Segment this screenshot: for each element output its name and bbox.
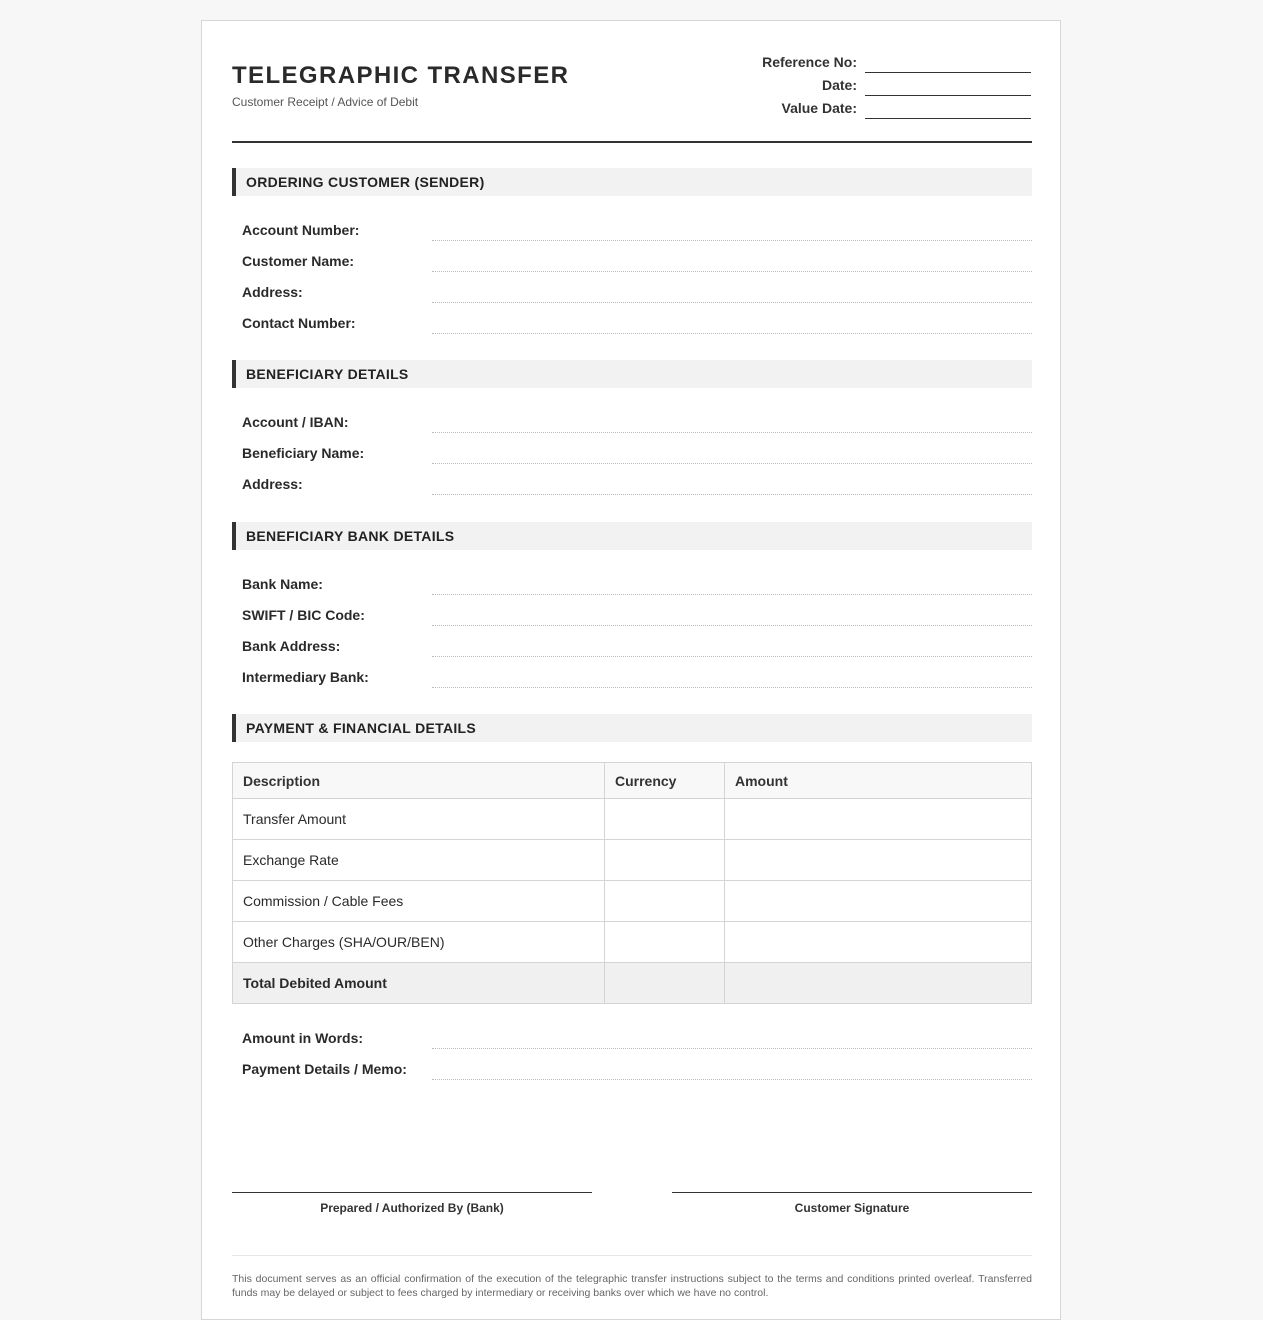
total-amount-cell[interactable] — [725, 963, 1032, 1004]
section-ordering-customer: ORDERING CUSTOMER (SENDER) — [232, 168, 1032, 196]
document-subtitle: Customer Receipt / Advice of Debit — [232, 95, 419, 109]
field-bank-name[interactable] — [232, 572, 1032, 603]
field-label: Address: — [242, 476, 303, 492]
field-label: Customer Name: — [242, 253, 355, 269]
total-description: Total Debited Amount — [233, 963, 605, 1004]
date-row — [657, 76, 1031, 96]
row-description: Exchange Rate — [233, 840, 605, 881]
row-description: Other Charges (SHA/OUR/BEN) — [233, 922, 605, 963]
total-row — [233, 963, 1032, 1004]
field-customer-address[interactable] — [232, 280, 1032, 311]
date-label: Date: — [821, 77, 857, 93]
field-input-line[interactable] — [432, 271, 1032, 272]
field-input-line[interactable] — [432, 1079, 1032, 1080]
field-input-line[interactable] — [432, 656, 1032, 657]
field-label: Address: — [242, 284, 303, 300]
field-input-line[interactable] — [432, 594, 1032, 595]
field-label: Bank Name: — [242, 576, 323, 592]
table-row — [233, 799, 1032, 840]
section-beneficiary-bank: BENEFICIARY BANK DETAILS — [232, 522, 1032, 550]
field-intermediary-bank[interactable] — [232, 665, 1032, 696]
column-header-description: Description — [233, 763, 605, 799]
field-label: Payment Details / Memo: — [242, 1061, 407, 1077]
value-date-label: Value Date: — [781, 100, 857, 116]
reference-no-field[interactable] — [865, 52, 1031, 73]
date-field[interactable] — [865, 75, 1031, 96]
field-input-line[interactable] — [432, 625, 1032, 626]
field-input-line[interactable] — [432, 302, 1032, 303]
reference-no-row — [657, 53, 1031, 73]
field-beneficiary-name[interactable] — [232, 441, 1032, 472]
field-input-line[interactable] — [432, 494, 1032, 495]
customer-signature-label: Customer Signature — [794, 1201, 910, 1215]
field-input-line[interactable] — [432, 463, 1032, 464]
bank-signature-line[interactable] — [232, 1192, 592, 1193]
row-amount-cell[interactable] — [725, 922, 1032, 963]
section-beneficiary-details: BENEFICIARY DETAILS — [232, 360, 1032, 388]
field-payment-memo[interactable] — [232, 1057, 1032, 1088]
document-title: TELEGRAPHIC TRANSFER — [232, 62, 570, 89]
field-label: Account Number: — [242, 222, 360, 238]
row-currency-cell[interactable] — [605, 840, 725, 881]
field-input-line[interactable] — [432, 1048, 1032, 1049]
value-date-field[interactable] — [865, 98, 1031, 119]
field-customer-name[interactable] — [232, 249, 1032, 280]
financial-details-table — [232, 762, 1032, 1004]
field-input-line[interactable] — [432, 432, 1032, 433]
disclaimer-text: This document serves as an official confirmation of the execution of the telegraphic transfer instructions subject to the terms and conditions printed overleaf. Transferred funds may be delayed or subject to fees charged by intermediary or receiving banks over which we have no control. — [232, 1273, 1032, 1299]
column-header-currency: Currency — [605, 763, 725, 799]
table-row — [233, 922, 1032, 963]
field-label: Account / IBAN: — [242, 414, 349, 430]
field-account-number[interactable] — [232, 218, 1032, 249]
document-page — [201, 20, 1061, 1320]
footer-divider — [232, 1255, 1032, 1256]
field-label: Bank Address: — [242, 638, 341, 654]
table-header-row — [233, 763, 1032, 799]
field-account-iban[interactable] — [232, 410, 1032, 441]
row-currency-cell[interactable] — [605, 922, 725, 963]
row-amount-cell[interactable] — [725, 799, 1032, 840]
row-description: Transfer Amount — [233, 799, 605, 840]
field-swift-bic[interactable] — [232, 603, 1032, 634]
row-currency-cell[interactable] — [605, 799, 725, 840]
column-header-amount: Amount — [725, 763, 1032, 799]
field-amount-in-words[interactable] — [232, 1026, 1032, 1057]
field-bank-address[interactable] — [232, 634, 1032, 665]
total-currency-cell[interactable] — [605, 963, 725, 1004]
table-row — [233, 840, 1032, 881]
customer-signature-line[interactable] — [672, 1192, 1032, 1193]
row-currency-cell[interactable] — [605, 881, 725, 922]
row-amount-cell[interactable] — [725, 881, 1032, 922]
field-input-line[interactable] — [432, 687, 1032, 688]
field-label: Beneficiary Name: — [242, 445, 365, 461]
field-label: Contact Number: — [242, 315, 356, 331]
header-divider — [232, 141, 1032, 143]
table-row — [233, 881, 1032, 922]
bank-signature-label: Prepared / Authorized By (Bank) — [320, 1201, 504, 1215]
row-amount-cell[interactable] — [725, 840, 1032, 881]
field-label: Amount in Words: — [242, 1030, 364, 1046]
field-beneficiary-address[interactable] — [232, 472, 1032, 503]
row-description: Commission / Cable Fees — [233, 881, 605, 922]
value-date-row — [657, 99, 1031, 119]
field-label: Intermediary Bank: — [242, 669, 369, 685]
field-contact-number[interactable] — [232, 311, 1032, 342]
field-label: SWIFT / BIC Code: — [242, 607, 365, 623]
field-input-line[interactable] — [432, 240, 1032, 241]
section-payment-details: PAYMENT & FINANCIAL DETAILS — [232, 714, 1032, 742]
field-input-line[interactable] — [432, 333, 1032, 334]
reference-no-label: Reference No: — [762, 54, 857, 70]
